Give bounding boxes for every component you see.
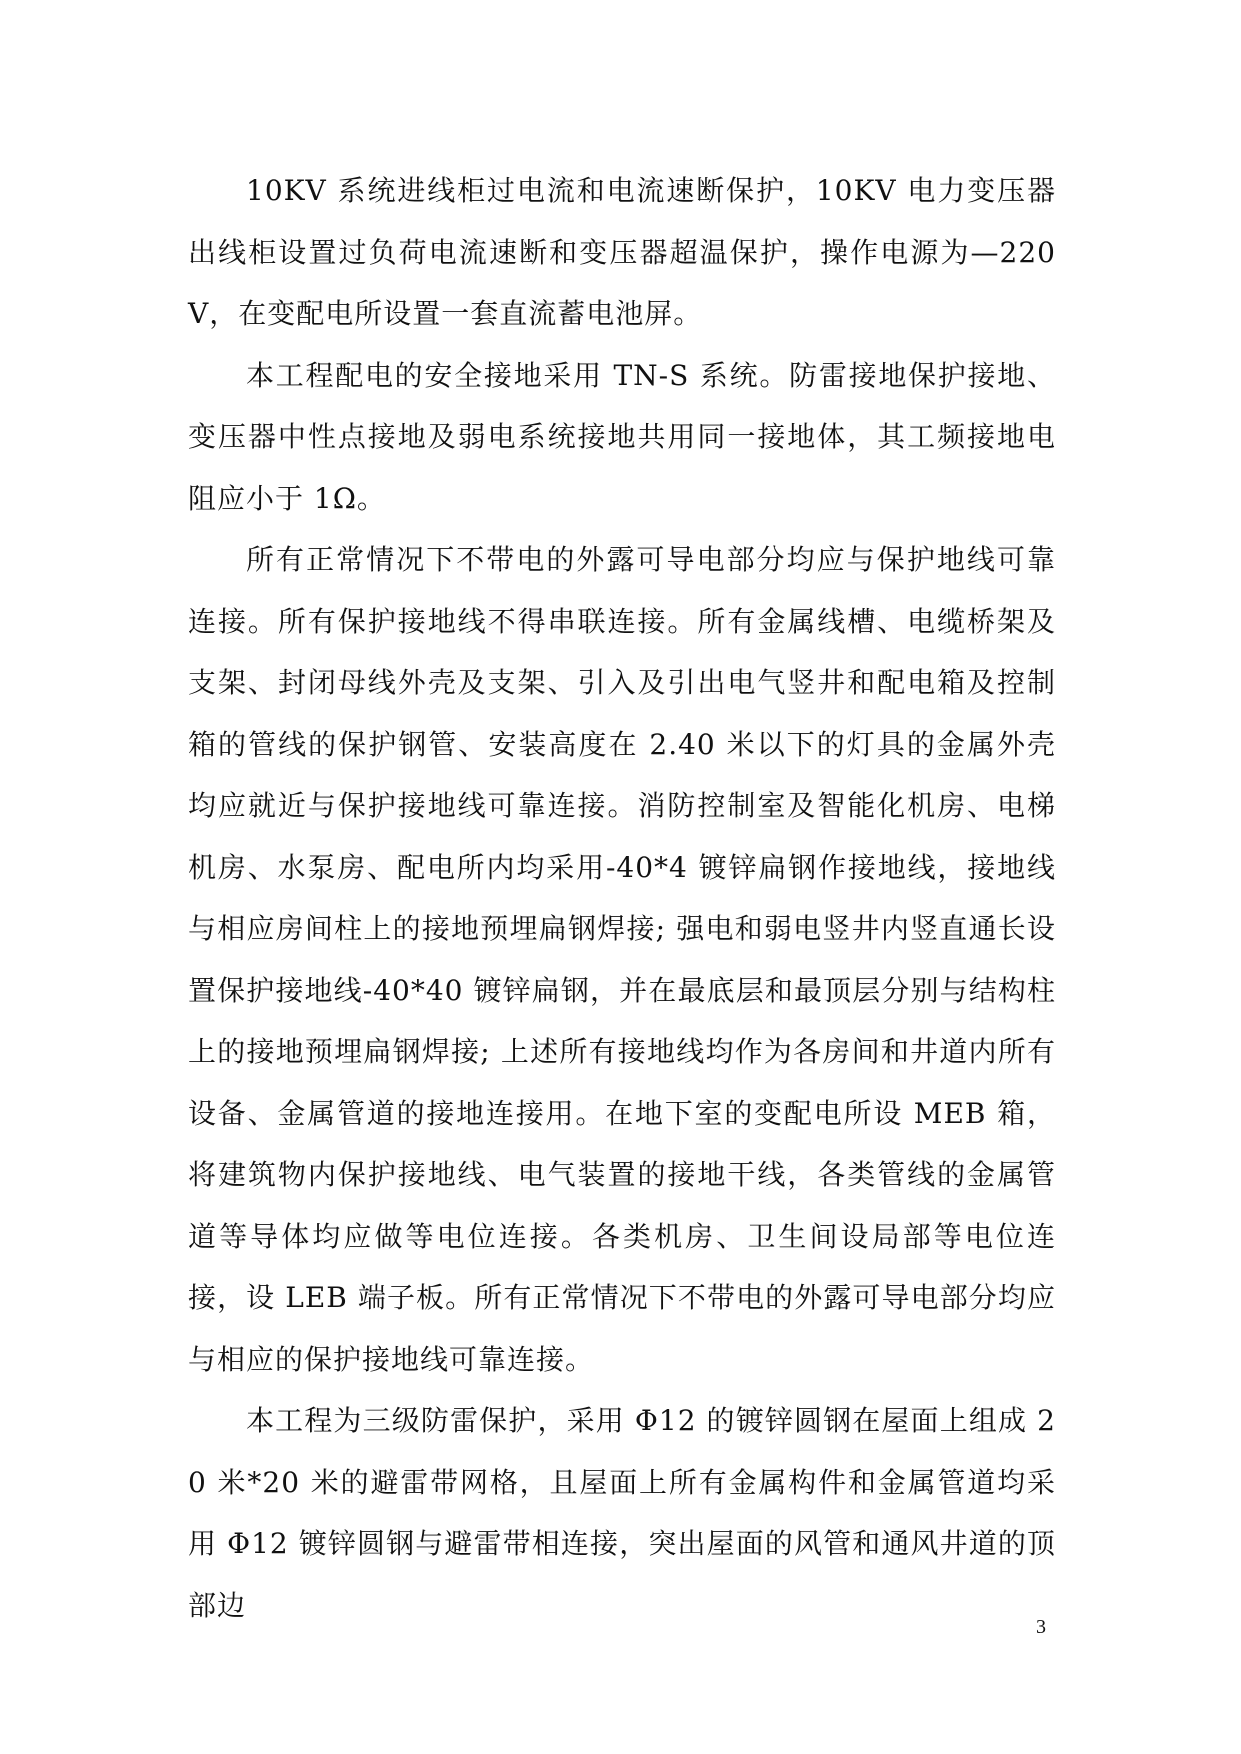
paragraph-lightning-protection: 本工程为三级防雷保护，采用 Φ12 的镀锌圆钢在屋面上组成 20 米*20 米的避雷带网格，且屋面上所有金属构件和金属管道均采用 Φ12 镀锌圆钢与避雷带相连接，突出屋面的风管和通风井道的顶部边	[188, 1404, 1056, 1622]
page-number: 3	[1036, 1616, 1046, 1638]
paragraph-grounding-system: 本工程配电的安全接地采用 TN-S 系统。防雷接地保护接地、变压器中性点接地及弱电系统接地共用同一接地体，其工频接地电阻应小于 1Ω。	[188, 358, 1056, 515]
paragraph-protective-earthing: 所有正常情况下不带电的外露可导电部分均应与保护地线可靠连接。所有保护接地线不得串联连接。所有金属线槽、电缆桥架及支架、封闭母线外壳及支架、引入及引出电气竖井和配电箱及控制箱的管线的保护钢管、安装高度在 2.40 米以下的灯具的金属外壳均应就近与保护接地线可靠连接。消防控制室及智能化机房、电梯机房、水泵房、配电所内均采用-40*4 镀锌扁钢作接地线，接地线与相应房间柱上的接地预埋扁钢焊接; 强电和弱电竖井内竖直通长设置保护接地线-40*40 镀锌扁钢，并在最底层和最顶层分别与结构柱上的接地预埋扁钢焊接; 上述所有接地线均作为各房间和井道内所有设备、金属管道的接地连接用。在地下室的变配电所设 MEB 箱，将建筑物内保护接地线、电气装置的接地干线，各类管线的金属管道等导体均应做等电位连接。各类机房、卫生间设局部等电位连接，设 LEB 端子板。所有正常情况下不带电的外露可导电部分均应与相应的保护接地线可靠连接。	[188, 543, 1056, 1376]
body-text	[188, 160, 1056, 1636]
paragraph-protection: 10KV 系统进线柜过电流和电流速断保护，10KV 电力变压器出线柜设置过负荷电流速断和变压器超温保护，操作电源为—220V，在变配电所设置一套直流蓄电池屏。	[188, 174, 1056, 330]
